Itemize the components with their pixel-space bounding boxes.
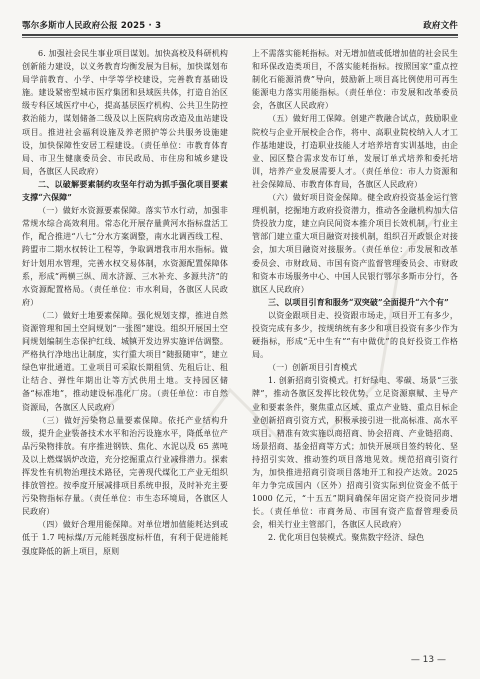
subsection-heading: （一）创新项目引育模式 (268, 363, 358, 373)
header-rule-thin (22, 37, 458, 38)
paragraph: （二）做好土地要素保障。强化规划支撑，推进自然资源管理和国土空间规划“一张图”建设。组织开展国土空间规划编制生态保护红线、城镇开发边界实施评估调整。严格执行净地出让制度，实行重大项目“随报随审”，建立绿色审批通道。工业项目可采取长期租赁、先租后让、租让结合、弹性年期出让等方式供用土地。支持园区储备“标准地”，推动建设标准化厂房。（责任单位：市自然资源局，各旗区人民政府） (22, 310, 228, 412)
section-label: 政府文件 (423, 21, 458, 31)
section-heading: 三、以项目引育和服务“双突破”全面提升“六个有” (268, 296, 449, 307)
section-heading: 二、以破解要素制约攻坚年行动为抓手强化项目要素支撑“六保障” (22, 178, 228, 203)
paragraph: 上不需落实能耗指标。对无增加值或低增加值的社会民生和环保改造类项目，不落实能耗指标。按照国家“重点控制化石能源消费”导向，鼓励新上项目高比例使用可再生能源电力落实用能指标。（责任单位：市发展和改革委员会，各旗区人民政府） (252, 49, 458, 111)
running-header (22, 15, 458, 31)
page-number: — 13 — (410, 655, 446, 665)
paragraph: 以资金跟项目走、投资跟市场走，项目开工有多少，投资完成有多少，按规纳统有多少和项目投资有多少作为硬指标，形成“无中生有”“有中做优”的良好投资工作格局。 (252, 310, 458, 360)
left-column (22, 47, 228, 558)
publication-title: 鄂尔多斯市人民政府公报 2025 · 3 (22, 21, 162, 31)
paragraph: （三）做好污染物总量要素保障。依托产业结构升级，提升企业装备技术水平和治污设施水平，降低单位产品污染物排放。有序推进钢铁、焦化、水泥以及 65 蒸吨及以上燃煤锅炉改造，充分挖掘重点行业减排潜力。探索挥发性有机物治理技术路径，完善现代煤化工产业无组织排放管控。按季度开展减排项目系统申报，及时补充主要污染物指标存量。（责任单位：市生态环境局，各旗区人民政府） (22, 415, 228, 517)
right-column (252, 47, 458, 545)
paragraph: （四）做好合理用能保障。对单位增加值能耗达到或低于 1.7 吨标煤/万元能耗强度标杆值，有利于促进能耗强度降低的新上项目，原则 (22, 520, 228, 556)
paragraph: 2. 优化项目包装模式。聚焦数字经济、绿色 (268, 533, 425, 543)
paragraph: （一）做好水资源要素保障。落实节水行动，加强非常规水综合高效利用。常态化开展存量黄河水指标盘活工作，配合推进“八七”分水方案调整，南水北调西线工程、跨盟市二期水权转让工程等，争取调增我市用水指标。做好计划用水管理，完善水权交易体制，水资源配置保障体系，形成“两横三纵、周水济源、三水补充、多源共济”的水资源配置格局。（责任单位：市水利局，各旗区人民政府） (22, 206, 228, 307)
paragraph: 6. 加强社会民生事业项目谋划。加快高校及科研机构创新能力建设，以义务教育均衡发展为目标，加快谋划布局学前教育、小学、中学等学校建设，完善教育基础设施。建设紧密型城市医疗集团和县域医共体，打造自治区级专科区域医疗中心，提高基层医疗机构、公共卫生防控救治能力，谋划储备二级及以上医院病房改造及血站建设项目。推进社会福利设施及养老照护等公共服务设施建设，加快保障性安居工程建设。（责任单位：市教育体育局、市卫生健康委员会、市民政局、市住房和城乡建设局，各旗区人民政府） (22, 49, 228, 176)
header-rule (22, 34, 458, 36)
paragraph: （五）做好用工保障。创建产教融合试点，鼓励职业院校与企业开展校企合作，将中、高职业院校纳入人才工作基地建设，打造职业技能人才培养培育实训基地，由企业、园区整合需求发布订单，发展订单式培养和委托培训，培养产业发展需要人才。（责任单位：市人力资源和社会保障局、市教育体育局，各旗区人民政府） (252, 114, 458, 189)
paragraph: （六）做好项目资金保障。健全政府投资基金运行管理机制，挖掘地方政府投资潜力，推动各金融机构加大信贷投放力度，建立向民间资本推介项目长效机制，行业主管部门建立重大项目融资对接机制，组织召开政银企对接会，加大项目融资对接服务。（责任单位：市发展和改革委员会、市财政局、市国有资产监督管理委员会、市财政和资本市场服务中心、中国人民银行鄂尔多斯市分行，各旗区人民政府） (252, 193, 458, 294)
paragraph: 1. 创新招商引资模式。打好绿电、零碳、场景“三张牌”，推动各旗区发挥比较优势，立足资源禀赋、主导产业和要素条件，聚焦重点区域、重点产业链、重点目标企业创新招商引资方式，积极承接引进一批高标准、高水平项目。精准有效实施以商招商、协会招商、产业链招商、场景招商、基金招商等方式；加快开展项目签约转化、坚持招引实效、推动签约项目落地见效。规范招商引资行为，加快推进招商引资项目落地开工和投产达效。2025 年力争完成国内（区外）招商引资实际到位资金不低于 1000 亿元，“十五五”期间确保年固定资产投资同步增长。（责任单位：市商务局、市国有资产监督管理委员会，相关行业主管部门，各旗区人民政府） (252, 376, 458, 530)
